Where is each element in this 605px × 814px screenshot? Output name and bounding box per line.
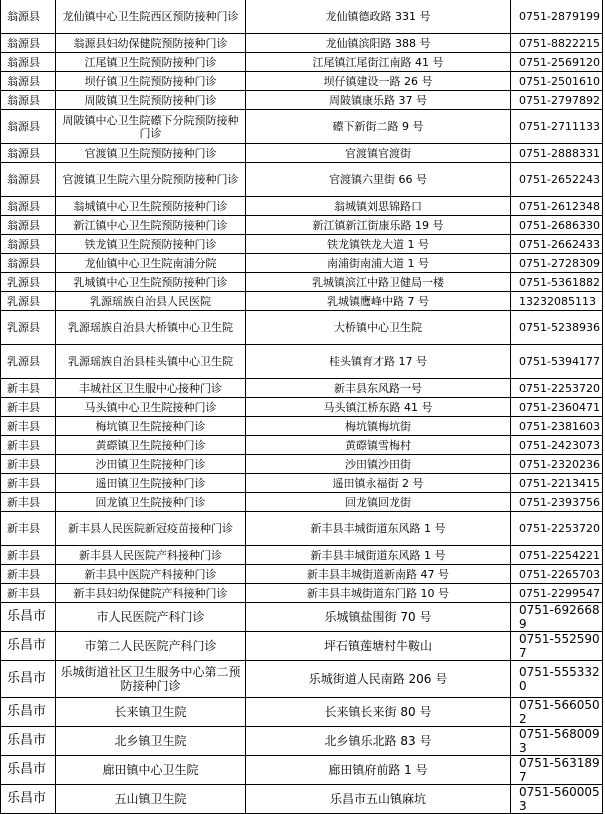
county-cell: 新丰县: [1, 417, 56, 436]
clinic-name-cell: 乳源瑶族自治县人民医院: [56, 292, 246, 311]
clinic-name-cell: 丰城社区卫生服中心接种门诊: [56, 379, 246, 398]
county-cell: 新丰县: [1, 493, 56, 512]
table-row: [1, 292, 603, 311]
clinic-name-cell: 翁源县妇幼保健院预防接种门诊: [56, 34, 246, 53]
clinic-name-cell: 官渡镇卫生院预防接种门诊: [56, 144, 246, 163]
table-row: [1, 455, 603, 474]
address-cell: 坪石镇莲塘村牛鞍山: [246, 632, 511, 661]
table-row: [1, 34, 603, 53]
address-cell: 龙仙镇滨阳路 388 号: [246, 34, 511, 53]
clinic-name-cell: 北乡镇卫生院: [56, 727, 246, 756]
table-row: [1, 273, 603, 292]
clinic-name-cell: 新丰县人民医院产科接种门诊: [56, 546, 246, 565]
table-row: [1, 379, 603, 398]
clinic-name-cell: 新丰县人民医院新冠疫苗接种门诊: [56, 512, 246, 546]
address-cell: 铁龙镇铁龙大道 1 号: [246, 235, 511, 254]
county-cell: 乐昌市: [1, 603, 56, 632]
table-row: [1, 493, 603, 512]
clinic-name-cell: 铁龙镇卫生院预防接种门诊: [56, 235, 246, 254]
clinic-name-cell: 廊田镇中心卫生院: [56, 756, 246, 785]
table-row: [1, 436, 603, 455]
county-cell: 乐昌市: [1, 756, 56, 785]
table-row: [1, 53, 603, 72]
phone-cell: 0751-2888331: [511, 144, 603, 163]
address-cell: 乐城镇盐围街 70 号: [246, 603, 511, 632]
county-cell: 翁源县: [1, 216, 56, 235]
county-cell: 翁源县: [1, 72, 56, 91]
clinic-name-cell: 长来镇卫生院: [56, 698, 246, 727]
phone-cell: 0751-2423073: [511, 436, 603, 455]
phone-cell: 0751-2686330: [511, 216, 603, 235]
table-row: [1, 235, 603, 254]
phone-cell: 0751-2393756: [511, 493, 603, 512]
table-row: [1, 0, 603, 34]
address-cell: 桂头镇育才路 17 号: [246, 345, 511, 379]
table-row: [1, 216, 603, 235]
address-cell: 新丰县丰城街道新南路 47 号: [246, 565, 511, 584]
county-cell: 乳源县: [1, 345, 56, 379]
phone-cell: 0751-2501610: [511, 72, 603, 91]
phone-cell: 0751-5525907: [511, 632, 603, 661]
address-cell: 新丰县丰城街道东风路 1 号: [246, 512, 511, 546]
address-cell: 乐城街道人民南路 206 号: [246, 661, 511, 698]
phone-cell: 0751-2797892: [511, 91, 603, 110]
county-cell: 乐昌市: [1, 698, 56, 727]
table-row: [1, 254, 603, 273]
address-cell: 南浦街南浦大道 1 号: [246, 254, 511, 273]
address-cell: 遥田镇永福街 2 号: [246, 474, 511, 493]
address-cell: 乳城镇滨江中路卫健局一楼: [246, 273, 511, 292]
clinic-name-cell: 回龙镇卫生院接种门诊: [56, 493, 246, 512]
table-row: [1, 110, 603, 144]
address-cell: 乐昌市五山镇麻坑: [246, 785, 511, 814]
address-cell: 回龙镇回龙街: [246, 493, 511, 512]
county-cell: 乐昌市: [1, 661, 56, 698]
clinic-name-cell: 新丰县妇幼保健院产科接种门诊: [56, 584, 246, 603]
phone-cell: 0751-5394177: [511, 345, 603, 379]
table-row: [1, 727, 603, 756]
county-cell: 翁源县: [1, 235, 56, 254]
phone-cell: 0751-5631897: [511, 756, 603, 785]
table-row: [1, 197, 603, 216]
phone-cell: 0751-2254221: [511, 546, 603, 565]
phone-cell: 0751-6926689: [511, 603, 603, 632]
county-cell: 新丰县: [1, 455, 56, 474]
address-cell: 沙田镇沙田街: [246, 455, 511, 474]
address-cell: 大桥镇中心卫生院: [246, 311, 511, 345]
phone-cell: 0751-2213415: [511, 474, 603, 493]
clinic-name-cell: 市人民医院产科门诊: [56, 603, 246, 632]
clinic-name-cell: 龙仙镇中心卫生院南浦分院: [56, 254, 246, 273]
table-row: [1, 603, 603, 632]
address-cell: 梅坑镇梅坑街: [246, 417, 511, 436]
county-cell: 翁源县: [1, 163, 56, 197]
address-cell: 新丰县丰城街道东风路 1 号: [246, 546, 511, 565]
county-cell: 乐昌市: [1, 785, 56, 814]
clinic-name-cell: 乳源瑶族自治县大桥镇中心卫生院: [56, 311, 246, 345]
county-cell: 乐昌市: [1, 727, 56, 756]
county-cell: 乐昌市: [1, 632, 56, 661]
clinic-name-cell: 马头镇中心卫生院接种门诊: [56, 398, 246, 417]
phone-cell: 0751-2612348: [511, 197, 603, 216]
county-cell: 翁源县: [1, 0, 56, 34]
table-row: [1, 785, 603, 814]
clinic-name-cell: 市第二人民医院产科门诊: [56, 632, 246, 661]
clinic-name-cell: 新江镇中心卫生院预防接种门诊: [56, 216, 246, 235]
clinic-name-cell: 官渡镇卫生院六里分院预防接种门诊: [56, 163, 246, 197]
county-cell: 新丰县: [1, 584, 56, 603]
phone-cell: 13232085113: [511, 292, 603, 311]
phone-cell: 0751-2320236: [511, 455, 603, 474]
county-cell: 翁源县: [1, 144, 56, 163]
table-row: [1, 698, 603, 727]
address-cell: 江尾镇江尾街江南路 41 号: [246, 53, 511, 72]
table-row: [1, 417, 603, 436]
phone-cell: 0751-5553320: [511, 661, 603, 698]
county-cell: 乳源县: [1, 292, 56, 311]
county-cell: 乳源县: [1, 273, 56, 292]
table-body: [1, 0, 603, 814]
phone-cell: 0751-5238936: [511, 311, 603, 345]
county-cell: 翁源县: [1, 91, 56, 110]
address-cell: 礤下新街二路 9 号: [246, 110, 511, 144]
phone-cell: 0751-2299547: [511, 584, 603, 603]
county-cell: 新丰县: [1, 565, 56, 584]
address-cell: 新江镇新江街康乐路 19 号: [246, 216, 511, 235]
clinic-name-cell: 周陂镇中心卫生院礤下分院预防接种门诊: [56, 110, 246, 144]
county-cell: 翁源县: [1, 34, 56, 53]
clinic-name-cell: 乳源瑶族自治县桂头镇中心卫生院: [56, 345, 246, 379]
phone-cell: 0751-2879199: [511, 0, 603, 34]
address-cell: 长来镇长来街 80 号: [246, 698, 511, 727]
phone-cell: 0751-5600053: [511, 785, 603, 814]
table-row: [1, 512, 603, 546]
phone-cell: 0751-2253720: [511, 512, 603, 546]
table-row: [1, 565, 603, 584]
phone-cell: 0751-2265703: [511, 565, 603, 584]
address-cell: 龙仙镇德政路 331 号: [246, 0, 511, 34]
table-row: [1, 584, 603, 603]
county-cell: 新丰县: [1, 512, 56, 546]
clinic-name-cell: 江尾镇卫生院预防接种门诊: [56, 53, 246, 72]
phone-cell: 0751-5361882: [511, 273, 603, 292]
table-row: [1, 398, 603, 417]
address-cell: 官渡镇官渡街: [246, 144, 511, 163]
table-row: [1, 144, 603, 163]
address-cell: 廊田镇府前路 1 号: [246, 756, 511, 785]
clinic-name-cell: 翁城镇中心卫生院预防接种门诊: [56, 197, 246, 216]
county-cell: 翁源县: [1, 110, 56, 144]
clinic-name-cell: 遥田镇卫生院接种门诊: [56, 474, 246, 493]
address-cell: 周陂镇康乐路 37 号: [246, 91, 511, 110]
table-row: [1, 345, 603, 379]
phone-cell: 0751-2360471: [511, 398, 603, 417]
county-cell: 翁源县: [1, 254, 56, 273]
clinic-name-cell: 周陂镇卫生院预防接种门诊: [56, 91, 246, 110]
county-cell: 乳源县: [1, 311, 56, 345]
county-cell: 新丰县: [1, 379, 56, 398]
address-cell: 乳城镇鹰峰中路 7 号: [246, 292, 511, 311]
address-cell: 新丰县丰城街道东门路 10 号: [246, 584, 511, 603]
table-row: [1, 661, 603, 698]
phone-cell: 0751-2711133: [511, 110, 603, 144]
table-row: [1, 756, 603, 785]
clinic-name-cell: 乳城镇中心卫生院预防接种门诊: [56, 273, 246, 292]
table-row: [1, 163, 603, 197]
county-cell: 新丰县: [1, 546, 56, 565]
phone-cell: 0751-5660502: [511, 698, 603, 727]
table-row: [1, 632, 603, 661]
clinic-name-cell: 坝仔镇卫生院预防接种门诊: [56, 72, 246, 91]
clinic-name-cell: 五山镇卫生院: [56, 785, 246, 814]
table-row: [1, 91, 603, 110]
phone-cell: 0751-2381603: [511, 417, 603, 436]
address-cell: 官渡镇六里街 66 号: [246, 163, 511, 197]
clinic-name-cell: 黄磜镇卫生院接种门诊: [56, 436, 246, 455]
table-row: [1, 474, 603, 493]
table-row: [1, 72, 603, 91]
clinic-name-cell: 沙田镇卫生院接种门诊: [56, 455, 246, 474]
clinic-name-cell: 新丰县中医院产科接种门诊: [56, 565, 246, 584]
address-cell: 北乡镇乐北路 83 号: [246, 727, 511, 756]
phone-cell: 0751-5680093: [511, 727, 603, 756]
address-cell: 新丰县东风路一号: [246, 379, 511, 398]
clinic-name-cell: 龙仙镇中心卫生院西区预防接种门诊: [56, 0, 246, 34]
county-cell: 新丰县: [1, 474, 56, 493]
county-cell: 翁源县: [1, 197, 56, 216]
county-cell: 新丰县: [1, 398, 56, 417]
table-row: [1, 311, 603, 345]
table-row: [1, 546, 603, 565]
address-cell: 黄磜镇雪梅村: [246, 436, 511, 455]
clinic-name-cell: 乐城街道社区卫生服务中心第二预防接种门诊: [56, 661, 246, 698]
county-cell: 翁源县: [1, 53, 56, 72]
county-cell: 新丰县: [1, 436, 56, 455]
phone-cell: 0751-2652243: [511, 163, 603, 197]
phone-cell: 0751-2662433: [511, 235, 603, 254]
address-cell: 马头镇江桥东路 41 号: [246, 398, 511, 417]
clinic-name-cell: 梅坑镇卫生院接种门诊: [56, 417, 246, 436]
phone-cell: 0751-2569120: [511, 53, 603, 72]
address-cell: 翁城镇刘思锦路口: [246, 197, 511, 216]
phone-cell: 0751-2253720: [511, 379, 603, 398]
phone-cell: 0751-2728309: [511, 254, 603, 273]
phone-cell: 0751-8822215: [511, 34, 603, 53]
address-cell: 坝仔镇建设一路 26 号: [246, 72, 511, 91]
